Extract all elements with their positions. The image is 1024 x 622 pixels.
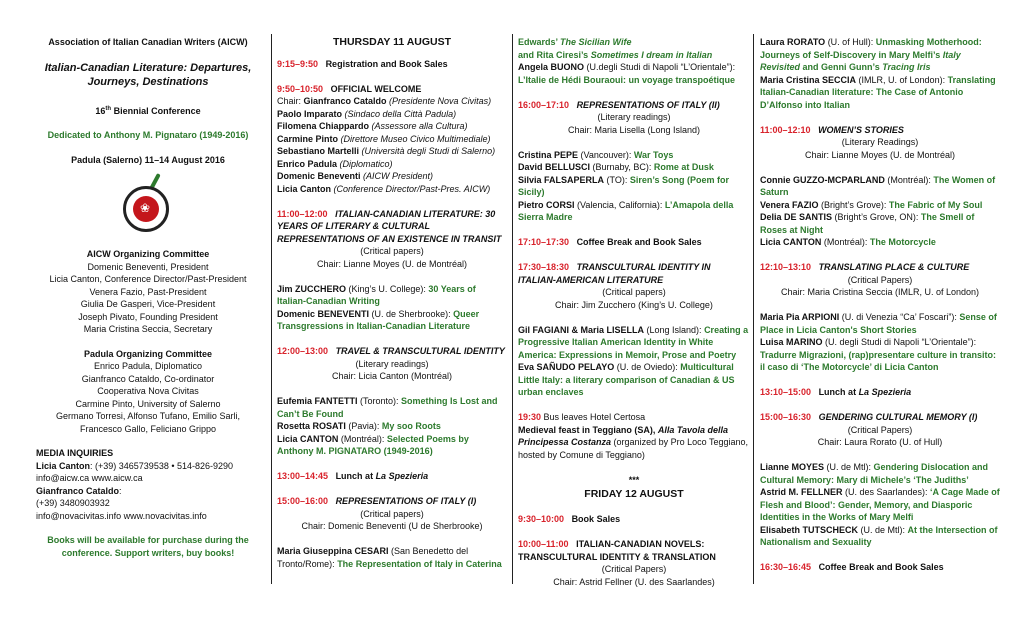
- person-name: Eufemia FANTETTI: [277, 396, 358, 406]
- person-name: Delia DE SANTIS: [760, 212, 833, 222]
- session-title: TRAVEL & TRANSCULTURAL IDENTITY: [335, 346, 505, 356]
- session-chair: Chair: Lianne Moyes (U. de Montréal): [316, 258, 468, 269]
- thursday-column: [277, 36, 507, 570]
- session-note: (Critical papers): [360, 508, 424, 519]
- person-role: (Direttore Museo Civico Multimediale): [338, 133, 491, 144]
- person-name: Licia CANTON: [760, 237, 822, 247]
- session-note: (Critical Papers): [847, 424, 913, 435]
- person-affiliation: (U. de Mtl):: [824, 462, 874, 472]
- place-date: Padula (Salerno) 11–14 August 2016: [71, 154, 225, 165]
- person-role: (Diplomatico): [337, 158, 393, 169]
- session-italian-canadian-literature: [277, 208, 507, 333]
- session-time: 11:00–12:00: [277, 208, 328, 219]
- list-item: [760, 174, 1000, 199]
- paper-title: Multicultural Little Italy: a literary comparison of Canadian & US urban enclaves: [518, 362, 735, 397]
- person-role: (Assessore alla Cultura): [369, 121, 468, 131]
- session-travel: [277, 345, 507, 458]
- session-place: La Spezieria: [858, 387, 912, 397]
- paper-title: and Genni Gunn’s: [800, 62, 883, 72]
- intro-column: [28, 36, 268, 559]
- list-item: [760, 74, 1000, 112]
- chair-label: Chair:: [277, 96, 304, 106]
- chair-name: Gianfranco Cataldo: [303, 96, 387, 106]
- conference-title: Italian-Canadian Literature: Departures, Journeys, Destinations: [44, 61, 252, 88]
- person-name: David BELLUSCI: [518, 162, 591, 172]
- list-item: [277, 420, 507, 433]
- session-note: (Critical Papers): [847, 274, 913, 285]
- paper-title: The Fabric of My Soul: [888, 199, 983, 210]
- person-affiliation: (Pavia):: [345, 421, 382, 431]
- list-item: Joseph Pivato, Founding President: [78, 311, 218, 322]
- column-divider-1: [271, 34, 272, 584]
- list-item: [518, 61, 750, 86]
- paper-title: ‘A Cage Made of Flesh and Blood’: Gender, Memory, and Diasporic Identities in the Works of Mary Melfi: [760, 487, 1000, 522]
- list-item: [277, 145, 507, 158]
- list-item: [277, 120, 507, 133]
- paper-title: Unmasking Motherhood: Journeys of Self-Discovery in Mary Melfi’s: [760, 37, 982, 60]
- media-canton-phone: : (+39) 3465739538 • 514-826-9290: [90, 460, 234, 471]
- person-affiliation: (Vancouver):: [578, 149, 634, 160]
- continued-paper: [518, 36, 750, 86]
- person-affiliation: (King’s U. College):: [346, 283, 429, 294]
- paper-title: Sense of Place in Licia Canton's Short Stories: [760, 312, 997, 335]
- session-novels: [518, 538, 750, 588]
- books-note: Books will be available for purchase during the conference. Support writers, buy books!: [47, 535, 249, 558]
- session-translating-place: [760, 261, 1000, 374]
- person-name: Angela BUONO: [518, 62, 585, 72]
- list-item: [518, 324, 750, 362]
- person-affiliation: (TO):: [604, 174, 630, 185]
- session-time: 11:00–12:10: [760, 124, 811, 135]
- session-title: Book Sales: [571, 514, 621, 524]
- person-affiliation: (U. de Oviedo):: [614, 362, 681, 372]
- list-item: [760, 336, 1000, 374]
- column-divider-2: [512, 34, 513, 584]
- person-name: Maria Pia ARPIONI: [760, 312, 840, 322]
- paper-title: My soo Roots: [381, 421, 441, 431]
- paper-title-italic: Sometimes I dream in Italian: [590, 49, 713, 60]
- session-note: (Critical Papers): [601, 564, 667, 574]
- session-chair: Chair: Maria Cristina Seccia (IMLR, U. of London): [780, 287, 980, 297]
- session-time: 12:00–13:00: [277, 346, 329, 356]
- session-chair: Chair: Licia Canton (Montréal): [331, 371, 453, 381]
- paper-title-italic: Tracing Iris: [882, 62, 931, 72]
- person-name: Paolo Imparato: [277, 108, 343, 119]
- session-chair: Chair: Astrid Fellner (U. des Saarlandes): [553, 576, 715, 587]
- media-inquiries: [36, 447, 268, 522]
- conf-label: Biennial Conference: [113, 105, 201, 116]
- session-title: Coffee Break and Book Sales: [576, 237, 702, 247]
- person-name: Laura RORATO: [760, 37, 826, 47]
- session-time: 13:00–14:45: [277, 471, 329, 481]
- person-affiliation: (U. degli Studi di Napoli “L’Orientale”):: [822, 337, 977, 347]
- thursday-friday-column: [518, 36, 750, 588]
- person-name: Pietro CORSI: [518, 199, 575, 210]
- list-item: Maria Cristina Seccia, Secretary: [83, 324, 213, 334]
- person-name: Domenic Beneventi: [277, 171, 361, 181]
- media-cataldo-phone: (+39) 3480903932: [36, 498, 110, 508]
- session-title: OFFICIAL WELCOME: [330, 83, 422, 94]
- person-name: Lianne MOYES: [760, 462, 825, 472]
- list-item: Francesco Gallo, Feliciano Grippo: [79, 423, 217, 434]
- session-lunch: [760, 386, 1000, 399]
- session-chair: Chair: Laura Rorato (U. of Hull): [817, 437, 943, 447]
- paper-title: L’Italie de Hédi Bouraoui: un voyage transpoétique: [518, 74, 736, 85]
- maple-leaf-quill-logo-icon: ❀: [121, 172, 175, 232]
- person-affiliation: (U. des Saarlandes):: [842, 487, 931, 497]
- list-item: [760, 486, 1000, 524]
- person-name: Carmine Pinto: [277, 133, 339, 144]
- session-title: TRANSLATING PLACE & CULTURE: [818, 262, 970, 272]
- list-item: [760, 524, 1000, 549]
- list-item: [518, 161, 750, 174]
- list-item: [518, 199, 750, 224]
- list-item: [277, 308, 507, 333]
- session-transcultural-identity: [518, 261, 750, 399]
- person-role: (Conference Director/Past-Pres. AICW): [331, 183, 491, 194]
- media-title: MEDIA INQUIRIES: [36, 448, 114, 458]
- person-affiliation: (Long Island):: [644, 324, 705, 335]
- event-title: Medieval feast in Teggiano (SA),: [518, 424, 658, 435]
- person-name: Eva SAÑUDO PELAYO: [518, 362, 615, 372]
- paper-title: At the Intersection of Nationalism and Sexuality: [760, 524, 998, 547]
- session-time: 15:00–16:00: [277, 496, 329, 506]
- person-name: Domenic BENEVENTI: [277, 308, 370, 319]
- person-affiliation: (Montréal):: [821, 237, 870, 247]
- person-name: Connie GUZZO-MCPARLAND: [760, 174, 885, 185]
- media-canton-web[interactable]: info@aicw.ca www.aicw.ca: [36, 473, 143, 483]
- list-item: [277, 158, 507, 171]
- day-heading: FRIDAY 12 AUGUST: [584, 488, 684, 500]
- session-title: ITALIAN-CANADIAN NOVELS: TRANSCULTURAL IDENTITY & TRANSLATION: [518, 539, 716, 562]
- org-name: Association of Italian Canadian Writers (AICW): [48, 37, 248, 47]
- list-item: [760, 211, 1000, 236]
- session-note: (Critical papers): [602, 287, 666, 297]
- session-representations-ii: [518, 99, 750, 224]
- session-chair: Chair: Domenic Beneventi (U de Sherbrooke): [301, 521, 483, 531]
- session-book-sales: [518, 513, 750, 526]
- list-item: Domenic Beneventi, President: [87, 261, 209, 272]
- paper-title: Selected Poems by Anthony M. PIGNATARO (1949-2016): [277, 433, 469, 456]
- session-title: Lunch at: [818, 387, 859, 397]
- list-item: [277, 133, 507, 146]
- list-item: [277, 183, 507, 196]
- session-coffee: [518, 236, 750, 249]
- person-affiliation: (San Benedetto del Tronto/Rome):: [277, 546, 469, 569]
- media-cataldo-name: Gianfranco Cataldo: [36, 485, 120, 496]
- session-title: REPRESENTATIONS OF ITALY (I): [335, 496, 477, 506]
- person-role: (Università degli Studi di Salerno): [359, 146, 496, 156]
- paper-title: Tradurre Migrazioni, (rap)presentare culture in transito: il caso di ‘The Motorcycle’ di Licia Canton: [760, 349, 997, 372]
- person-name: Sebastiano Martelli: [277, 146, 360, 156]
- session-title: Bus leaves Hotel Certosa: [541, 412, 646, 422]
- session-coffee: [760, 561, 1000, 574]
- list-item: [277, 283, 507, 308]
- session-registration: [277, 58, 507, 71]
- session-title: ITALIAN-CANADIAN LITERATURE: 30 YEARS OF LITERARY & CULTURAL REPRESENTATIONS OF AN EXISTENCE IN TRANSIT: [277, 208, 502, 244]
- paper-title: Gendering Dislocation and Cultural Memory: Mary di Michele’s ‘The Judiths’: [760, 462, 989, 485]
- paper-title: Siren’s Song (Poem for Sicily): [518, 174, 730, 197]
- list-item: [277, 170, 507, 183]
- list-item: [760, 199, 1000, 212]
- list-item: [760, 36, 1000, 74]
- list-item: [518, 361, 750, 399]
- media-cataldo-colon: :: [119, 485, 122, 496]
- list-item: [760, 311, 1000, 336]
- paper-title-italic: Italy Revisited: [760, 49, 961, 72]
- list-item: Giulia De Gasperi, Vice-President: [80, 299, 216, 309]
- person-affiliation: (U.degli Studi di Napoli “L’Orientale”):: [584, 62, 736, 72]
- session-time: 17:30–18:30: [518, 262, 570, 272]
- session-time: 10:00–11:00: [518, 539, 569, 549]
- person-name: Astrid M. FELLNER: [760, 487, 843, 497]
- media-cataldo-web[interactable]: info@novacivitas.info www.novacivitas.info: [36, 510, 207, 521]
- list-item: Gianfranco Cataldo, Co-ordinator: [81, 373, 215, 384]
- session-chair: Chair: Jim Zucchero (King’s U. College): [555, 299, 713, 310]
- paper-title: Something Is Lost and Can’t Be Found: [277, 396, 498, 419]
- list-item: Carmine Pinto, University of Salerno: [75, 398, 221, 409]
- session-time: 12:10–13:10: [760, 262, 812, 272]
- session-time: 15:00–16:30: [760, 412, 812, 422]
- session-note: (Literary readings): [355, 358, 429, 369]
- session-note: (Literary Readings): [841, 137, 919, 147]
- session-time: 9:30–10:00: [518, 514, 565, 524]
- paper-title: The Smell of Roses at Night: [760, 212, 975, 235]
- session-representations-i: [277, 495, 507, 570]
- session-title: Coffee Break and Book Sales: [818, 562, 944, 572]
- person-name: Luisa MARINO: [760, 337, 823, 347]
- padula-committee-list: [28, 360, 268, 435]
- paper-title: Queer Transgressions in Italian-Canadian Literature: [277, 308, 480, 331]
- session-title: WOMEN’S STORIES: [818, 124, 904, 135]
- session-gendering-memory: [760, 411, 1000, 549]
- padula-committee-title: Padula Organizing Committee: [83, 348, 213, 359]
- person-affiliation: (Valencia, California):: [574, 199, 665, 210]
- paper-title: L’Amapola della Sierra Madre: [518, 199, 734, 222]
- person-affiliation: (Montréal):: [884, 174, 934, 185]
- list-item: Venera Fazio, Past-President: [89, 286, 207, 297]
- list-item: Enrico Padula, Diplomatico: [93, 361, 203, 371]
- session-title: Registration and Book Sales: [325, 58, 448, 69]
- day-heading: THURSDAY 11 AUGUST: [332, 36, 452, 48]
- session-chair: [277, 95, 507, 108]
- column-divider-3: [753, 34, 754, 584]
- paper-title: The Motorcycle: [869, 237, 936, 247]
- paper-title: The Representation of Italy in Caterina: [337, 558, 502, 569]
- person-affiliation: (Montréal):: [338, 433, 387, 444]
- friday-column: [760, 36, 1000, 574]
- person-name: Venera FAZIO: [760, 199, 819, 210]
- session-chair: Chair: Maria Lisella (Long Island): [567, 124, 701, 135]
- session-title: REPRESENTATIONS OF ITALY (II): [576, 99, 720, 110]
- list-item: [518, 174, 750, 199]
- person-name: Filomena Chiappardo: [277, 121, 370, 131]
- paper-title-italic: The Sicilian Wife: [560, 37, 632, 47]
- session-note: (Literary readings): [597, 112, 671, 122]
- person-name: Elisabeth TUTSCHECK: [760, 524, 859, 535]
- list-item: [277, 545, 507, 570]
- list-item: [760, 236, 1000, 249]
- paper-title: 30 Years of Italian-Canadian Writing: [277, 283, 476, 306]
- list-item: [277, 108, 507, 121]
- session-lunch: [277, 470, 507, 483]
- list-item: Cooperativa Nova Civitas: [97, 386, 199, 396]
- person-name: Maria Giuseppina CESARI: [277, 546, 389, 556]
- session-time: 16:30–16:45: [760, 562, 812, 572]
- paper-title: War Toys: [633, 149, 674, 160]
- paper-title: Edwards’: [518, 37, 561, 47]
- person-affiliation: (Burnaby, BC):: [590, 162, 654, 172]
- list-item: Germano Torresi, Alfonso Tufano, Emilio Sarli,: [56, 411, 240, 421]
- event-details: (organized by Pro Loco Teggiano, hosted by Comune di Teggiano): [518, 437, 748, 460]
- session-title: GENDERING CULTURAL MEMORY (I): [818, 412, 978, 422]
- conf-superscript: th: [105, 105, 112, 112]
- person-affiliation: (U. de Mtl):: [858, 524, 908, 535]
- person-name: Silvia FALSAPERLA: [518, 174, 605, 185]
- media-cataldo-line: [36, 485, 268, 498]
- list-item: Licia Canton, Conference Director/Past-President: [49, 274, 247, 284]
- media-canton-name: Licia Canton: [36, 460, 91, 471]
- media-canton-line: [36, 460, 268, 473]
- person-name: Licia CANTON: [277, 433, 339, 444]
- person-name: Maria Cristina SECCIA: [760, 74, 857, 85]
- person-affiliation: (Bright’s Grove):: [818, 199, 889, 210]
- session-title: Lunch at: [335, 471, 376, 481]
- paper-title: Creating a Progressive Italian American Identity in White America: Expressions in Memoir, Prose and Poetry: [518, 324, 749, 360]
- section-separator: ***: [628, 474, 640, 485]
- session-note: (Critical papers): [360, 246, 424, 256]
- paper-title: The Women of Saturn: [760, 174, 996, 197]
- session-time: 9:15–9:50: [277, 58, 319, 69]
- session-time: 19:30: [518, 412, 542, 422]
- chair-role: (Presidente Nova Civitas): [386, 96, 492, 106]
- person-affiliation: (IMLR, U. of London):: [856, 74, 948, 85]
- conference-edition: [28, 103, 268, 118]
- person-name: Jim ZUCCHERO: [277, 283, 347, 294]
- session-time: 9:50–10:50: [277, 83, 324, 94]
- list-item: [518, 149, 750, 162]
- dedication: Dedicated to Anthony M. Pignataro (1949-2016): [47, 130, 249, 140]
- session-welcome: [277, 83, 507, 196]
- paper-title: and Rita Ciresi’s: [518, 49, 591, 60]
- session-title: TRANSCULTURAL IDENTITY IN ITALIAN-AMERICAN LITERATURE: [518, 262, 711, 285]
- person-name: Enrico Padula: [277, 158, 338, 169]
- aicw-committee-list: [28, 261, 268, 336]
- person-name: Licia Canton: [277, 183, 332, 194]
- session-time: 13:10–15:00: [760, 387, 812, 397]
- session-time: 16:00–17:10: [518, 99, 570, 110]
- person-name: Gil FAGIANI & Maria LISELLA: [518, 324, 645, 335]
- list-item: [760, 461, 1000, 486]
- person-affiliation: (Bright’s Grove, ON):: [832, 212, 921, 222]
- event-title-italic: Alla Tavola della Principessa Costanza: [518, 424, 729, 447]
- person-affiliation: (U. di Venezia “Ca’ Foscari”):: [839, 312, 960, 322]
- list-item: [277, 395, 507, 420]
- session-womens-stories: [760, 124, 1000, 249]
- person-role: (AICW President): [360, 171, 434, 181]
- list-item: [277, 433, 507, 458]
- session-feast: [518, 411, 750, 461]
- aicw-committee-title: AICW Organizing Committee: [86, 249, 210, 259]
- paper-title: Translating Italian-Canadian literature: The Case of Antonio D’Alfonso into Italian: [760, 74, 996, 110]
- person-name: Cristina PEPE: [518, 149, 579, 160]
- person-name: Rosetta ROSATI: [277, 421, 346, 431]
- session-chair: Chair: Lianne Moyes (U. de Montréal): [804, 149, 956, 160]
- person-affiliation: (U. of Hull):: [825, 37, 876, 47]
- session-place: La Spezieria: [375, 471, 429, 481]
- person-affiliation: (Toronto):: [357, 396, 402, 406]
- session-time: 17:10–17:30: [518, 237, 570, 247]
- conf-number: 16: [95, 105, 106, 116]
- person-role: (Sindaco della Città Padula): [342, 108, 457, 119]
- person-affiliation: (U. de Sherbrooke):: [369, 308, 454, 319]
- paper-title: Rome at Dusk: [653, 162, 714, 172]
